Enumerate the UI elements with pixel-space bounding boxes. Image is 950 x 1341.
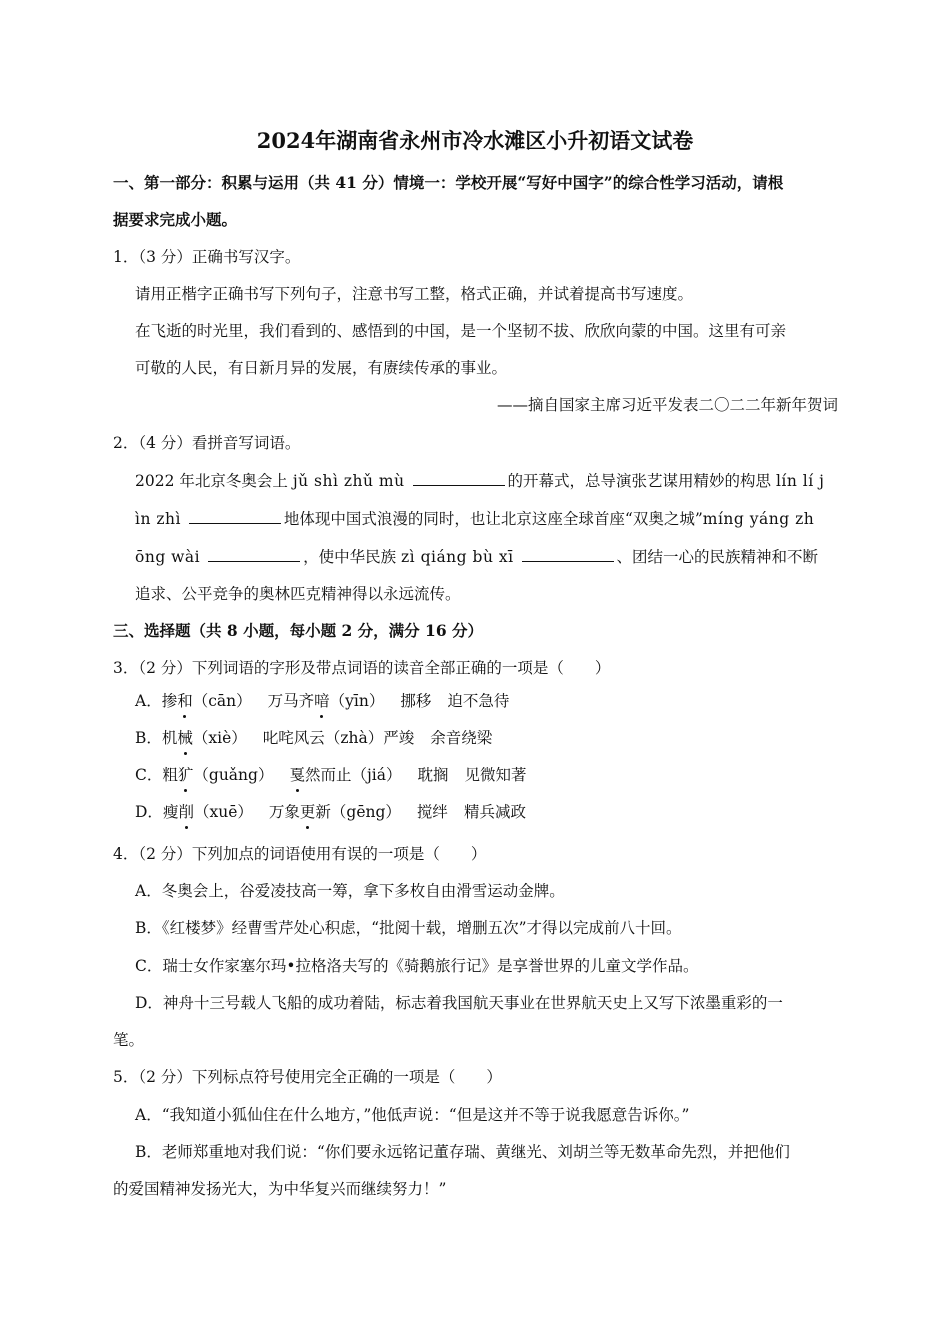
q1-instruction: 请用正楷字正确书写下列句子，注意书写工整，格式正确，并试着提高书写速度。	[135, 285, 694, 303]
q2-line1-text-a: 2022 年北京冬奥会上	[135, 472, 293, 490]
q2-answer-blank-3[interactable]	[208, 547, 300, 562]
option-text: （guǎng）	[193, 766, 274, 784]
option-text: 新	[315, 803, 331, 821]
q5-option-b-line2[interactable]: 的爱国精神发扬光大，为中华复兴而继续努力！”	[113, 1180, 447, 1198]
option-label: C．	[135, 766, 163, 784]
exam-title: 2024年湖南省永州市冷水滩区小升初语文试卷	[256, 128, 694, 153]
dotted-char: 和	[177, 692, 193, 710]
dotted-char: 削	[178, 803, 194, 821]
q4-option-b[interactable]: B．《红楼梦》经曹雪芹处心积虑，“批阅十载，增删五次”才得以完成前八十回。	[135, 919, 682, 937]
q1-stem: 1．（3 分）正确书写汉字。	[113, 248, 301, 266]
dotted-char: 喑	[314, 692, 330, 710]
q2-line3-text-b: 、团结一心的民族精神和不断	[616, 548, 819, 566]
option-text: （xiè）	[192, 729, 247, 747]
option-label: D．	[135, 803, 163, 821]
q3-option-c[interactable]	[135, 764, 838, 786]
dotted-char: 戛	[289, 766, 305, 784]
q2-stem: 2．（4 分）看拼音写词语。	[113, 434, 301, 452]
q4-option-a[interactable]: A．冬奥会上，谷爱凌技高一筹，拿下多枚自由滑雪运动金牌。	[135, 882, 565, 900]
q3-stem: 3．（2 分）下列词语的字形及带点词语的读音全部正确的一项是（ ）	[113, 659, 611, 677]
q2-pinyin-3a: míng yáng zh	[702, 510, 815, 528]
q2-answer-blank-1[interactable]	[413, 471, 505, 486]
q2-line2-text: 地体现中国式浪漫的同时，也让北京这座全球首座“双奥之城”	[283, 510, 703, 528]
q2-answer-blank-2[interactable]	[189, 509, 281, 524]
option-text: （jiá）	[351, 766, 402, 784]
dotted-char: 更	[299, 803, 316, 821]
q4-option-d-line1[interactable]: D．神舟十三号载人飞船的成功着陆，标志着我国航天事业在世界航天史上又写下浓墨重彩的一	[135, 994, 783, 1012]
option-text: 万马齐	[267, 692, 315, 710]
part1-header-line2: 据要求完成小题。	[113, 210, 238, 229]
q2-pinyin-4: zì qiáng bù xī	[401, 548, 514, 566]
option-text: 掺	[161, 692, 178, 710]
q5-option-b-line1[interactable]: B．老师郑重地对我们说：“你们要永远铭记董存瑞、黄继光、刘胡兰等无数革命先烈，并把他们	[135, 1143, 790, 1161]
option-text: 粗	[162, 766, 178, 784]
q2-line3-text-a: ，使中华民族	[303, 548, 402, 566]
part1-header-line1: 一、第一部分：积累与运用（共 41 分）情境一：学校开展“写好中国字”的综合性学习活动，请根	[113, 173, 784, 192]
q2-line1-text-b: 的开幕式，总导演张艺谋用精妙的构思	[507, 472, 776, 490]
option-text: 余音绕梁	[430, 729, 493, 747]
option-text: 迫不急待	[447, 692, 510, 710]
option-text: 见微知著	[464, 766, 527, 784]
dotted-char: 械	[177, 729, 193, 747]
q4-option-c[interactable]: C．瑞士女作家塞尔玛•拉格洛夫写的《骑鹅旅行记》是享誉世界的儿童文学作品。	[135, 957, 699, 975]
q2-line2	[135, 508, 838, 530]
option-text: （cān）	[192, 692, 252, 710]
option-text: 精兵减政	[463, 803, 526, 821]
q2-pinyin-2a: lín lí j	[775, 472, 825, 490]
option-text: （gēng）	[330, 803, 401, 821]
q2-pinyin-1: jǔ shì zhǔ mù	[292, 472, 405, 490]
q2-pinyin-3b: ōng wài	[135, 548, 201, 566]
option-text: （zhà）严竣	[324, 729, 415, 747]
q2-line1	[135, 470, 838, 492]
q3-option-a[interactable]	[135, 690, 838, 712]
q4-option-d-line2[interactable]: 笔。	[113, 1031, 145, 1049]
q1-passage-line2: 可敬的人民，有日新月异的发展，有赓续传承的事业。	[135, 359, 508, 377]
q4-stem: 4．（2 分）下列加点的词语使用有误的一项是（ ）	[113, 845, 487, 863]
q2-answer-blank-4[interactable]	[522, 547, 614, 562]
q1-passage-line1: 在飞逝的时光里，我们看到的、感悟到的中国，是一个坚韧不拔、欣欣向蒙的中国。这里有可亲	[135, 322, 787, 340]
section3-header: 三、选择题（共 8 小题，每小题 2 分，满分 16 分）	[113, 621, 484, 640]
q3-option-d[interactable]	[135, 801, 838, 823]
option-text: 挪移	[400, 692, 432, 710]
option-text: 瘦	[162, 803, 179, 821]
option-text: 然而止	[304, 766, 352, 784]
q2-line3	[135, 546, 838, 568]
option-label: B．	[135, 729, 162, 747]
option-text: 耽搁	[417, 766, 449, 784]
q2-line4: 追求、公平竞争的奥林匹克精神得以永远流传。	[135, 585, 461, 603]
option-text: 机	[161, 729, 178, 747]
option-label: A．	[135, 692, 162, 710]
option-text: （yīn）	[329, 692, 385, 710]
option-text: 万象	[268, 803, 300, 821]
q3-option-b[interactable]	[135, 727, 838, 749]
q1-source: ——摘自国家主席习近平发表二〇二二年新年贺词	[496, 396, 838, 414]
option-text: 叱咤风云	[262, 729, 325, 747]
q2-pinyin-2b: ìn zhì	[135, 510, 181, 528]
dotted-char: 犷	[177, 766, 194, 784]
option-text: 搅绊	[416, 803, 448, 821]
q5-stem: 5．（2 分）下列标点符号使用完全正确的一项是（ ）	[113, 1068, 502, 1086]
q5-option-a[interactable]: A．“我知道小狐仙住在什么地方，”他低声说：“但是这并不等于说我愿意告诉你。”	[135, 1106, 690, 1124]
option-text: （xuē）	[193, 803, 253, 821]
